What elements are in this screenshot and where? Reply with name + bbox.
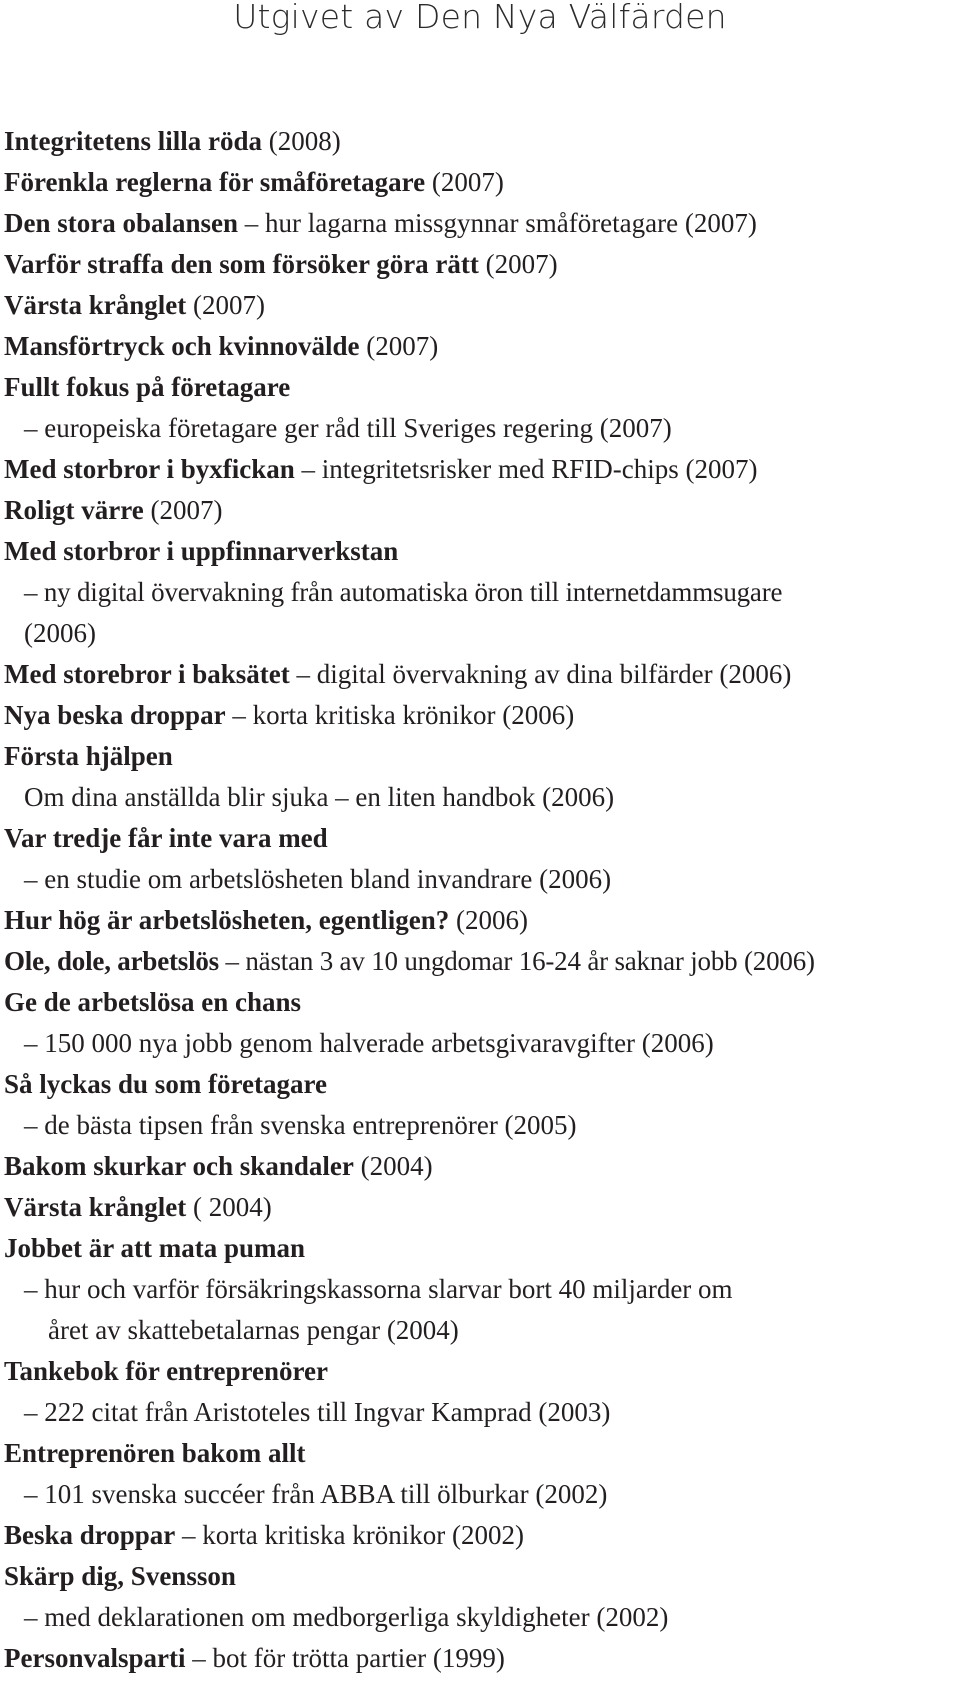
book-title: Bakom skurkar och skandaler	[4, 1151, 354, 1181]
book-title: Värsta krånglet	[4, 290, 187, 320]
list-item	[4, 982, 956, 1023]
list-item	[4, 1433, 956, 1474]
list-item	[4, 654, 956, 695]
book-title: Mansförtryck och kvinnovälde	[4, 331, 360, 361]
book-subtitle-line: – europeiska företagare ger råd till Sveriges regering (2007)	[24, 413, 672, 443]
book-title: Så lyckas du som företagare	[4, 1069, 327, 1099]
list-item	[4, 1064, 956, 1105]
book-title: Med storbror i byxfickan	[4, 454, 295, 484]
book-subtitle-line: året av skattebetalarnas pengar (2004)	[48, 1315, 459, 1345]
book-detail: – digital övervakning av dina bilfärder (2006)	[289, 659, 792, 689]
book-title: Var tredje får inte vara med	[4, 823, 328, 853]
book-title: Integritetens lilla röda	[4, 126, 262, 156]
list-item	[4, 367, 956, 408]
book-detail: (2007)	[359, 331, 439, 361]
book-title: Jobbet är att mata puman	[4, 1233, 306, 1263]
book-detail: – korta kritiska krönikor (2002)	[175, 1520, 524, 1550]
book-detail: – nästan 3 av 10 ungdomar 16-24 år saknar jobb (2006)	[218, 946, 815, 976]
book-title: Roligt värre	[4, 495, 144, 525]
book-title: Med storebror i baksätet	[4, 659, 290, 689]
book-subtitle-line: – en studie om arbetslösheten bland invandrare (2006)	[24, 864, 612, 894]
list-item	[4, 285, 956, 326]
list-item	[4, 449, 956, 490]
book-title: Skärp dig, Svensson	[4, 1561, 236, 1591]
list-item	[4, 203, 956, 244]
book-title: Nya beska droppar	[4, 700, 226, 730]
book-title: Den stora obalansen	[4, 208, 239, 238]
book-subtitle-line: (2006)	[24, 618, 96, 648]
book-subtitle-line: – 222 citat från Aristoteles till Ingvar Kamprad (2003)	[24, 1397, 611, 1427]
book-subtitle-line: Om dina anställda blir sjuka – en liten handbok (2006)	[24, 782, 615, 812]
list-item	[4, 162, 956, 203]
list-item	[4, 1187, 956, 1228]
book-detail: (2007)	[143, 495, 223, 525]
book-title: Beska droppar	[4, 1520, 176, 1550]
book-title: Varför straffa den som försöker göra rätt	[4, 249, 479, 279]
book-detail: (2007)	[186, 290, 265, 320]
book-title: Värsta krånglet	[4, 1192, 187, 1222]
book-detail: (2008)	[261, 126, 341, 156]
list-item	[4, 941, 956, 982]
book-subtitle-line: – med deklarationen om medborgerliga skyldigheter (2002)	[24, 1602, 669, 1632]
list-item	[4, 490, 956, 531]
list-item	[4, 326, 956, 367]
book-subtitle-line: – 101 svenska succéer från ABBA till ölburkar (2002)	[24, 1479, 608, 1509]
book-title: Fullt fokus på företagare	[4, 372, 291, 402]
list-item	[4, 244, 956, 285]
book-detail: (2007)	[425, 167, 504, 197]
book-detail: – hur lagarna missgynnar småföretagare (2007)	[238, 208, 757, 238]
book-title: Med storbror i uppfinnarverkstan	[4, 536, 399, 566]
book-title: Ge de arbetslösa en chans	[4, 987, 301, 1017]
book-detail: (2004)	[353, 1151, 433, 1181]
book-detail: (2006)	[449, 905, 528, 935]
list-item	[4, 736, 956, 777]
book-title: Hur hög är arbetslösheten, egentligen?	[4, 905, 450, 935]
book-subtitle-line: – ny digital övervakning från automatiska öron till internetdammsugare	[24, 577, 783, 607]
list-item	[4, 1556, 956, 1597]
list-item	[4, 1351, 956, 1392]
list-item	[4, 695, 956, 736]
book-list	[4, 121, 956, 1679]
book-title: Entreprenören bakom allt	[4, 1438, 306, 1468]
book-detail: ( 2004)	[186, 1192, 272, 1222]
list-item	[4, 1515, 956, 1556]
list-item	[4, 1638, 956, 1679]
book-title: Förenkla reglerna för småföretagare	[4, 167, 426, 197]
book-subtitle-line: – 150 000 nya jobb genom halverade arbetsgivaravgifter (2006)	[24, 1028, 714, 1058]
book-detail: – bot för trötta partier (1999)	[185, 1643, 505, 1673]
list-item	[4, 1228, 956, 1269]
list-item	[4, 818, 956, 859]
page-title: Utgivet av Den Nya Välfärden	[233, 0, 727, 36]
list-item	[4, 531, 956, 572]
book-detail: – integritetsrisker med RFID-chips (2007)	[294, 454, 758, 484]
book-title: Första hjälpen	[4, 741, 173, 771]
book-detail: – korta kritiska krönikor (2006)	[225, 700, 575, 730]
list-item	[4, 121, 956, 162]
list-item	[4, 900, 956, 941]
book-subtitle-line: – de bästa tipsen från svenska entreprenörer (2005)	[24, 1110, 577, 1140]
book-title: Ole, dole, arbetslös	[4, 946, 219, 976]
book-title: Personvalsparti	[4, 1643, 186, 1673]
book-title: Tankebok för entreprenörer	[4, 1356, 329, 1386]
book-detail: (2007)	[478, 249, 558, 279]
book-subtitle-line: – hur och varför försäkringskassorna slarvar bort 40 miljarder om	[24, 1274, 733, 1304]
list-item	[4, 1146, 956, 1187]
